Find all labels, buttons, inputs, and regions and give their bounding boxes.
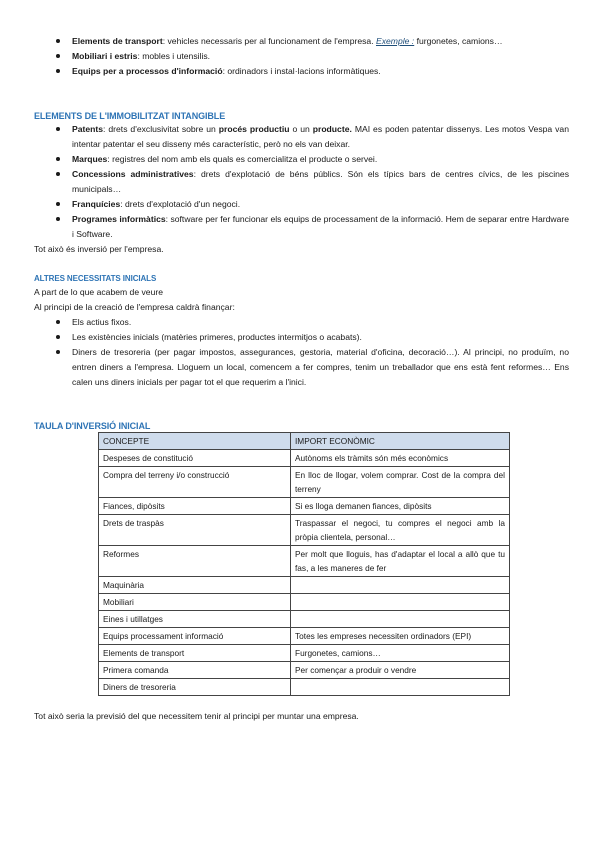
list-item — [34, 34, 569, 49]
bullet-icon — [56, 202, 60, 206]
cell-import: Totes les empreses necessiten ordinadors (EPI) — [291, 628, 510, 645]
cell-import: Furgonetes, camions… — [291, 645, 510, 662]
column-header-import: IMPORT ECONÒMIC — [291, 433, 510, 450]
bullet-icon — [56, 69, 60, 73]
table-row — [99, 645, 510, 662]
cell-concepte: Diners de tresoreria — [99, 679, 291, 696]
item-text: MAI es poden patentar dissenys. Les motos Vespa van intentar patentar el seu disseny més característic, però no els van deixar. — [72, 124, 569, 149]
cell-import — [291, 594, 510, 611]
table-row — [99, 498, 510, 515]
item-text: : registres del nom amb els quals es comercialitza el producte o servei. — [107, 154, 378, 164]
item-text: : drets d'explotació de béns públics. Són els típics bars de centres cívics, de les piscines municipals… — [72, 169, 569, 194]
cell-import: Per molt que lloguis, has d'adaptar el local a allò que tu fas, a les maneres de fer — [291, 546, 510, 577]
bullet-icon — [56, 335, 60, 339]
table-row — [99, 679, 510, 696]
cell-import — [291, 679, 510, 696]
list-item — [34, 345, 569, 390]
cell-import: Traspassar el negoci, tu compres el negoci amb la pròpia clientela, personal… — [291, 515, 510, 546]
item-text: Les existències inicials (matèries primeres, productes intermitjos o acabats). — [72, 332, 362, 342]
table-row — [99, 467, 510, 498]
list-item — [34, 122, 569, 152]
list-item — [34, 49, 569, 64]
paragraph: A part de lo que acabem de veure — [34, 287, 163, 297]
cell-import: Autònoms els tràmits són més econòmics — [291, 450, 510, 467]
cell-concepte: Maquinària — [99, 577, 291, 594]
list-item — [34, 197, 569, 212]
item-text: o un — [289, 124, 313, 134]
cell-concepte: Elements de transport — [99, 645, 291, 662]
term: Franquícies — [72, 199, 121, 209]
bullet-icon — [56, 127, 60, 131]
item-text: : mobles i utensilis. — [137, 51, 211, 61]
term: Mobiliari i estris — [72, 51, 138, 61]
term: Programes informàtics — [72, 214, 166, 224]
list-item — [34, 64, 569, 79]
cell-concepte: Drets de traspàs — [99, 515, 291, 546]
bullet-icon — [56, 54, 60, 58]
list-item — [34, 315, 569, 330]
cell-concepte: Eines i utillatges — [99, 611, 291, 628]
item-text: furgonetes, camions… — [414, 36, 503, 46]
section-heading-taula: TAULA D'INVERSIÓ INICIAL — [34, 421, 151, 431]
term: Concessions administratives — [72, 169, 194, 179]
bullet-icon — [56, 39, 60, 43]
table-body — [99, 450, 510, 696]
cell-concepte: Primera comanda — [99, 662, 291, 679]
cell-concepte: Compra del terreny i/o construcció — [99, 467, 291, 498]
document-page — [34, 34, 569, 724]
table-row — [99, 546, 510, 577]
term: Equips per a processos d'informació — [72, 66, 223, 76]
bullet-icon — [56, 172, 60, 176]
table-row — [99, 662, 510, 679]
term: Patents — [72, 124, 104, 134]
list-item — [34, 152, 569, 167]
table-row — [99, 594, 510, 611]
item-text: Els actius fixos. — [72, 317, 132, 327]
list-item — [34, 167, 569, 197]
list-item — [34, 330, 569, 345]
item-text: : drets d'explotació d'un negoci. — [120, 199, 241, 209]
cell-concepte: Despeses de constitució — [99, 450, 291, 467]
bold-text: producte. — [312, 124, 352, 134]
cell-import: Per començar a produir o vendre — [291, 662, 510, 679]
cell-import — [291, 611, 510, 628]
item-text: Diners de tresoreria (per pagar impostos, assegurances, gestoria, material d'oficina, decoració…). Al principi, no produïm, no entren diners a l'empresa. Lloguem un local, comencem a fer compres, tenim un treballador que ens està fent reformes… Ens calen uns diners inicials per pagar tot el que requerim a l'inici. — [72, 347, 569, 387]
term: Elements de transport — [72, 36, 163, 46]
table-row — [99, 515, 510, 546]
bold-text: procés productiu — [218, 124, 290, 134]
column-header-concepte: CONCEPTE — [99, 433, 291, 450]
table-header-row — [99, 433, 510, 450]
term: Marques — [72, 154, 108, 164]
item-text: : software per fer funcionar els equips de processament de la informació. Hem de separar entre Hardware i Software. — [72, 214, 569, 239]
table-row — [99, 628, 510, 645]
table-row — [99, 450, 510, 467]
cell-concepte: Reformes — [99, 546, 291, 577]
exemple-label: Exemple : — [375, 36, 415, 46]
table-row — [99, 577, 510, 594]
paragraph: Al principi de la creació de l'empresa caldrà finançar: — [34, 302, 235, 312]
paragraph: Tot això seria la previsió del que necessitem tenir al principi per muntar una empresa. — [34, 711, 359, 721]
investment-table — [98, 432, 510, 696]
section-heading-altres: ALTRES NECESSITATS INICIALS — [34, 274, 157, 283]
altres-list — [34, 315, 569, 390]
item-text: : drets d'exclusivitat sobre un — [103, 124, 219, 134]
top-list — [34, 34, 569, 79]
bullet-icon — [56, 350, 60, 354]
table-row — [99, 611, 510, 628]
cell-concepte: Equips processament informació — [99, 628, 291, 645]
bullet-icon — [56, 320, 60, 324]
bullet-icon — [56, 217, 60, 221]
section-heading-intangible: ELEMENTS DE L'IMMOBILITZAT INTANGIBLE — [34, 111, 226, 121]
intangible-list — [34, 122, 569, 242]
item-text: : ordinadors i instal·lacions informàtiques. — [222, 66, 381, 76]
cell-import: En lloc de llogar, volem comprar. Cost de la compra del terreny — [291, 467, 510, 498]
bullet-icon — [56, 157, 60, 161]
cell-import: Si es lloga demanen fiances, dipòsits — [291, 498, 510, 515]
item-text: : vehicles necessaris per al funcionament de l'empresa. — [162, 36, 376, 46]
list-item — [34, 212, 569, 242]
cell-concepte: Mobiliari — [99, 594, 291, 611]
cell-concepte: Fiances, dipòsits — [99, 498, 291, 515]
cell-import — [291, 577, 510, 594]
paragraph: Tot això és inversió per l'empresa. — [34, 244, 164, 254]
